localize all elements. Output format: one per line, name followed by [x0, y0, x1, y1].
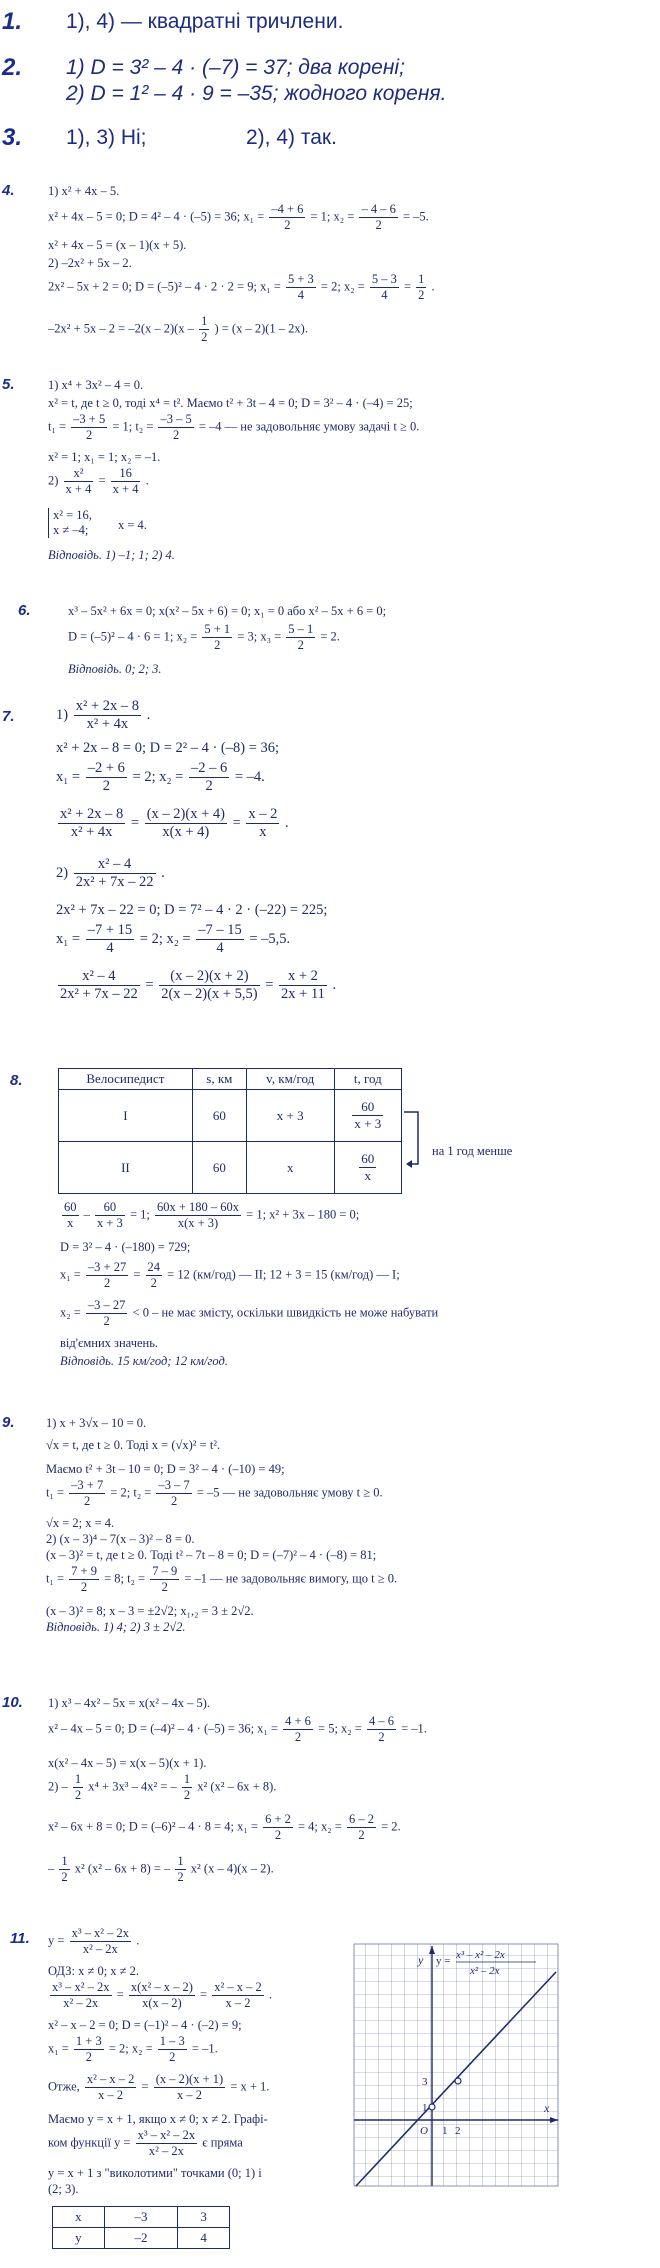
solution-line: √x = t, де t ≥ 0. Тоді x = (√x)² = t².	[46, 1438, 221, 1452]
solution-line: x² – 6x + 8 = 0; D = (–6)² – 4 · 8 = 4; x₁ = $\frac{6 + 2}{2}$ = 4; x₂ = $\frac{6 - 2}{2}$ = 2.	[48, 1812, 401, 1842]
solution-line: t₁ = $\frac{7 + 9}{2}$ = 8; t₂ = $\frac{7 - 9}{2}$ = –1 — не задовольняє вимогу, що t ≥ 0.	[46, 1564, 398, 1594]
problem-number: 5.	[2, 376, 15, 393]
problem-number: 3.	[2, 124, 23, 151]
system-brace	[48, 508, 92, 538]
solution-line: $\frac{\text{x² – 4}}{\text{2x² + 7x – 22}}$ = $\frac{(x - 2)(x + 2)}{2(x - 2)(x + 5,5)}$ = $\frac{x + 2}{2x + 11}$ .	[60, 968, 337, 1002]
solution-line: x₁ = $\frac{1 + 3}{2}$ = 2; x₂ = $\frac{1 - 3}{2}$ = –1.	[48, 2034, 218, 2064]
table-cell: x + 3	[246, 1090, 334, 1142]
solution-line: x² + 4x – 5 = 0; D = 4² – 4 · (–5) = 36; x₁ = $\frac{-4 + 6}{2}$ = 1; x₂ = $\frac{- 4 - 6}{2}$ = –5.	[48, 202, 429, 232]
table-cell: I	[59, 1090, 193, 1142]
table-header: v, км/год	[246, 1069, 334, 1090]
answer-line: Відповідь. 1) 4; 2) 3 ± 2√2.	[46, 1620, 186, 1634]
values-table	[52, 2206, 230, 2249]
solution-line: (x – 3)² = t, де t ≥ 0. Тоді t² – 7t – 8 = 0; D = (–7)² – 4 · (–8) = 81;	[46, 1548, 377, 1562]
solution-line: $\frac{\text{x² + 2x – 8}}{\text{x² + 4x}}$ = $\frac{(x - 2)(x + 4)}{x(x + 4)}$ = $\frac{x - 2}{x}$ .	[60, 806, 289, 840]
bracket-arrow-icon	[404, 1108, 426, 1170]
solution-line: 2) –2x² + 5x – 2.	[48, 256, 132, 270]
graph-grid	[354, 1944, 558, 2186]
solution-line: x₁ = $\frac{-2 + 6}{2}$ = 2; x₂ = $\frac{-2 - 6}{2}$ = –4.	[56, 760, 265, 794]
solution-line: (2; 3).	[48, 2182, 79, 2196]
table-cell: x	[53, 2207, 105, 2228]
solution-line: 2) $\frac{\text{x²}}{x + 4}$ = $\frac{16}{x + 4}$ .	[48, 466, 149, 496]
answer-line: 2) D = 1² – 4 · 9 = –35; жодного кореня.	[66, 82, 447, 105]
table-cell: 60	[192, 1090, 246, 1142]
solution-line: x₁ = $\frac{-3 + 27}{2}$ = $\frac{24}{2}$ = 12 (км/год) — II; 12 + 3 = 15 (км/год) — I;	[60, 1260, 400, 1290]
table-cell: $\frac{60}{x + 3}$	[334, 1090, 401, 1142]
table-cell: x	[246, 1142, 334, 1194]
answer-line: Відповідь. 15 км/год; 12 км/год.	[60, 1354, 228, 1368]
table-header: t, год	[334, 1069, 401, 1090]
table-cell: –2	[104, 2228, 177, 2249]
solution-line: $\frac{60}{x}$ – $\frac{60}{x + 3}$ = 1; $\frac{60x + 180 - 60x}{x(x + 3)}$ = 1; x² + 3x – 180 = 0;	[64, 1200, 360, 1230]
solution-line: x(x² – 4x – 5) = x(x – 5)(x + 1).	[48, 1756, 207, 1770]
solution-line: √x = 2; x = 4.	[46, 1516, 115, 1530]
answer-line: 2), 4) так.	[246, 126, 337, 149]
table-cell: –3	[104, 2207, 177, 2228]
problem-number: 8.	[10, 1072, 23, 1089]
solution-line: x³ – 5x² + 6x = 0; x(x² – 5x + 6) = 0; x₁ = 0 або x² – 5x + 6 = 0;	[68, 604, 387, 618]
answer-line: 1), 4) — квадратні тричлени.	[66, 10, 344, 33]
solution-line: 1) x + 3√x – 10 = 0.	[46, 1416, 147, 1430]
tick-label: 1	[422, 2102, 428, 2114]
solution-line: 1) x⁴ + 3x² – 4 = 0.	[48, 378, 144, 392]
problem-number: 9.	[2, 1414, 15, 1431]
problem-number: 7.	[2, 708, 15, 725]
tick-label: 1	[442, 2125, 448, 2137]
equation-numerator: x³ – x² – 2x	[456, 1949, 505, 1961]
answer-line: 1) D = 3² – 4 · (–7) = 37; два корені;	[66, 56, 405, 79]
solution-line: t₁ = $\frac{-3 + 5}{2}$ = 1; t₂ = $\frac{-3 - 5}{2}$ = –4 — не задовольняє умову задачі t ≥ 0.	[48, 412, 420, 442]
tick-label: 3	[422, 2076, 428, 2088]
solution-line: D = 3² – 4 · (–180) = 729;	[60, 1240, 191, 1254]
solution-line: D = (–5)² – 4 · 6 = 1; x₂ = $\frac{5 + 1}{2}$ = 3; x₃ = $\frac{5 - 1}{2}$ = 2.	[68, 622, 340, 652]
y-label: y	[418, 1953, 424, 1967]
solution-line: 2) – $\frac{1}{2}$ x⁴ + 3x³ – 4x² = – $\frac{1}{2}$ x² (x² – 6x + 8).	[48, 1772, 277, 1802]
problem-number: 1.	[2, 8, 23, 35]
solution-line: x = 4.	[118, 518, 147, 532]
solution-line: x² = 1; x₁ = 1; x₂ = –1.	[48, 450, 161, 464]
bracket-note: на 1 год менше	[432, 1144, 513, 1158]
answer-line: Відповідь. 0; 2; 3.	[68, 662, 162, 676]
solution-line: від'ємних значень.	[60, 1336, 159, 1350]
solution-line: x² – 4x – 5 = 0; D = (–4)² – 4 · (–5) = 36; x₁ = $\frac{4 + 6}{2}$ = 5; x₂ = $\frac{4 - 6}{2}$ = –1.	[48, 1714, 427, 1744]
solution-line: – $\frac{1}{2}$ x² (x² – 6x + 8) = – $\frac{1}{2}$ x² (x – 4)(x – 2).	[48, 1854, 274, 1884]
solution-line: $\frac{\text{x³ – x² – 2x}}{\text{x² – 2x}}$ = $\frac{\text{x(x² – x – 2)}}{x(x - 2)}$ = $\frac{\text{x² – x – 2}}{x - 2}$ .	[52, 1980, 272, 2010]
equation-denominator: x² – 2x	[470, 1965, 500, 1977]
solution-line: 1) $\frac{\text{x² + 2x – 8}}{\text{x² + 4x}}$ .	[56, 698, 151, 732]
solution-line: Отже, $\frac{\text{x² – x – 2}}{x - 2}$ = $\frac{(x - 2)(x + 1)}{x - 2}$ = x + 1.	[48, 2072, 270, 2102]
solution-line: Маємо y = x + 1, якщо x ≠ 0; x ≠ 2. Графі-	[48, 2112, 268, 2126]
problem-number: 4.	[2, 182, 15, 199]
solution-line: x₁ = $\frac{-7 + 15}{4}$ = 2; x₂ = $\frac{-7 - 15}{4}$ = –5,5.	[56, 922, 291, 956]
solution-line: x² = 16,	[53, 508, 92, 522]
table-cell: 60	[192, 1142, 246, 1194]
solution-line: x² – x – 2 = 0; D = (–1)² – 4 · (–2) = 9;	[48, 2018, 242, 2032]
punctured-point	[429, 2104, 435, 2110]
function-graph	[352, 1942, 562, 2190]
origin-label: O	[420, 2125, 428, 2137]
solution-line: t₁ = $\frac{-3 + 7}{2}$ = 2; t₂ = $\frac{-3 - 7}{2}$ = –5 — не задовольняє умову t ≥ 0.	[46, 1478, 383, 1508]
table-cell: II	[59, 1142, 193, 1194]
answer-line: 1), 3) Ні;	[66, 126, 147, 149]
solution-line: ОДЗ: x ≠ 0; x ≠ 2.	[48, 1964, 140, 1978]
solution-line: x² + 2x – 8 = 0; D = 2² – 4 · (–8) = 36;	[56, 740, 280, 756]
solution-line: 2x² – 5x + 2 = 0; D = (–5)² – 4 · 2 · 2 = 9; x₁ = $\frac{5 + 3}{4}$ = 2; x₂ = $\frac{5 - 3}{4}$ = $\frac{1}{2}$ .	[48, 272, 435, 302]
solution-line: ком функції y = $\frac{\text{x³ – x² – 2x}}{\text{x² – 2x}}$ є пряма	[48, 2128, 243, 2158]
solution-line: (x – 3)² = 8; x – 3 = ±2√2; x₁,₂ = 3 ± 2√2.	[46, 1604, 254, 1618]
speed-table	[58, 1068, 402, 1194]
x-label: x	[544, 2101, 550, 2115]
problem-number: 2.	[2, 54, 23, 81]
problem-number: 11.	[10, 1930, 30, 1947]
solution-line: 2x² + 7x – 22 = 0; D = 7² – 4 · 2 · (–22) = 225;	[56, 902, 328, 918]
table-cell: 3	[178, 2207, 230, 2228]
table-cell: $\frac{60}{x}$	[334, 1142, 401, 1194]
table-header: s, км	[192, 1069, 246, 1090]
table-cell: 4	[178, 2228, 230, 2249]
answer-line: Відповідь. 1) –1; 1; 2) 4.	[48, 548, 175, 562]
solution-line: x² + 4x – 5 = (x – 1)(x + 5).	[48, 238, 187, 252]
solution-line: y = $\frac{\text{x³ – x² – 2x}}{\text{x² – 2x}}$ .	[48, 1926, 140, 1956]
punctured-point	[455, 2078, 461, 2084]
table-header: Велосипедист	[59, 1069, 193, 1090]
problem-number: 6.	[18, 602, 31, 619]
solution-line: x² = t, де t ≥ 0, тоді x⁴ = t². Маємо t² + 3t – 4 = 0; D = 3² – 4 · (–4) = 25;	[48, 396, 413, 410]
solution-line: x ≠ –4;	[53, 523, 89, 537]
equation-label: y =	[436, 1955, 451, 1967]
solution-line: 2) $\frac{\text{x² – 4}}{\text{2x² + 7x – 22}}$ .	[56, 856, 165, 890]
solution-line: x₂ = $\frac{-3 - 27}{2}$ < 0 – не має змісту, оскільки швидкість не може набувати	[60, 1298, 439, 1328]
solution-line: Маємо t² + 3t – 10 = 0; D = 3² – 4 · (–10) = 49;	[46, 1462, 285, 1476]
solution-line: –2x² + 5x – 2 = –2(x – 2)(x – $\frac{1}{2}$ ) = (x – 2)(1 – 2x).	[48, 314, 308, 344]
solution-line: 2) (x – 3)⁴ – 7(x – 3)² – 8 = 0.	[46, 1532, 195, 1546]
tick-label: 2	[455, 2125, 461, 2137]
table-cell: y	[53, 2228, 105, 2249]
solution-line: 1) x² + 4x – 5.	[48, 184, 120, 198]
solution-line: y = x + 1 з "виколотими" точками (0; 1) і	[48, 2166, 262, 2180]
solution-line: 1) x³ – 4x² – 5x = x(x² – 4x – 5).	[48, 1696, 211, 1710]
problem-number: 10.	[2, 1694, 23, 1711]
